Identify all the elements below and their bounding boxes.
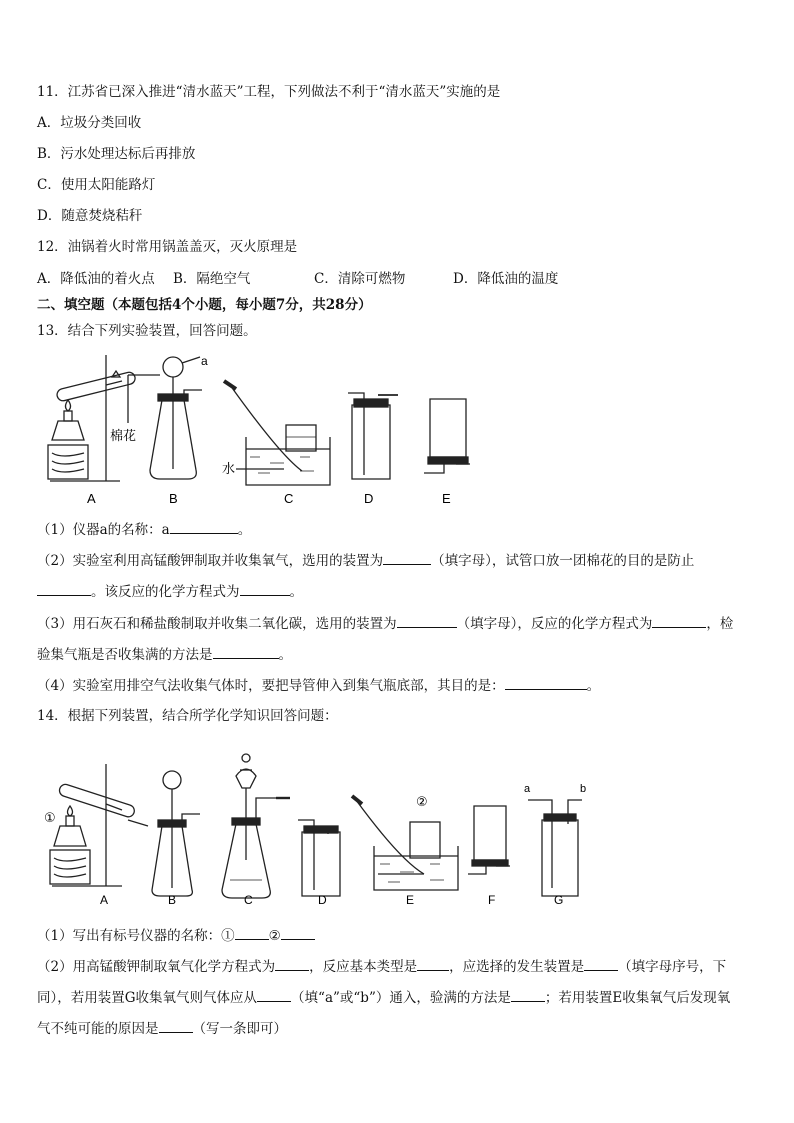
- q11-option-d: D．随意焚烧秸秆: [37, 208, 143, 224]
- q13-label-D: D: [364, 491, 374, 506]
- section-heading: 二、填空题（本题包括4个小题，每小题7分，共28分）: [37, 297, 372, 313]
- q13-p3-blank-3[interactable]: [213, 645, 279, 659]
- q13-p2-blank-3[interactable]: [240, 582, 290, 596]
- q13-label-E: E: [442, 491, 451, 506]
- q13-b-funnel: [163, 357, 183, 377]
- q14-p2-blank-3[interactable]: [584, 957, 618, 971]
- q14-part-2-line1: （2）用高锰酸钾制取氧气化学方程式为 ，反应基本类型是 ，应选择的发生装置是 （填字母序号，下: [37, 959, 727, 975]
- q13-p1-blank[interactable]: [170, 520, 238, 534]
- q11-option-a: A．垃圾分类回收: [37, 115, 142, 131]
- q13-part-4: （4）实验室用排空气法收集气体时，要把导管伸入到集气瓶底部，其目的是： 。: [37, 678, 601, 694]
- q13-p2-blank-1[interactable]: [383, 551, 431, 565]
- q14-mark-2: ②: [416, 794, 428, 809]
- q11-option-c: C．使用太阳能路灯: [37, 177, 156, 193]
- q14-apparatus-figure: [0, 740, 794, 915]
- q14-stem: 14．根据下列装置，结合所学化学知识回答问题：: [37, 708, 338, 724]
- q13-part-3-line2: 验集气瓶是否收集满的方法是 。: [37, 647, 292, 663]
- q14-part-2-line2: 同），若用装置G收集氧气则气体应从 （填“a”或“b”）通入，验满的方法是 ；若用装置E收集氧气后发现氧: [37, 990, 731, 1006]
- q13-part-3-line1: （3）用石灰石和稀盐酸制取并收集二氧化碳，选用的装置为 （填字母），反应的化学方程式为 ，检: [37, 616, 734, 632]
- q14-port-a: a: [524, 783, 531, 795]
- q13-apparatus-figure: [0, 345, 794, 510]
- q12-option-d: D．降低油的温度: [453, 271, 559, 287]
- q13-c-trough: [246, 437, 330, 485]
- q14-p2-blank-6[interactable]: [159, 1019, 193, 1033]
- q12-options: [37, 270, 558, 288]
- q14-part-1: （1）写出有标号仪器的名称：① ②: [37, 926, 315, 945]
- q14-part-2-line3: 气不纯可能的原因是 （写一条即可）: [37, 1021, 287, 1037]
- q13-part-1: （1）仪器a的名称：a 。: [37, 522, 252, 538]
- q13-label-cotton: 棉花: [110, 428, 137, 443]
- q13-e-bottle: [430, 399, 466, 457]
- q13-d-bottle: [352, 405, 390, 479]
- q13-c-delivery-tube: [230, 385, 302, 471]
- q14-p2-blank-1[interactable]: [275, 957, 309, 971]
- q12-option-a: A．降低油的着火点: [37, 271, 155, 287]
- q13-p4-blank[interactable]: [505, 676, 587, 690]
- q14-port-b: b: [580, 783, 587, 795]
- q13-p2-blank-2[interactable]: [37, 582, 91, 596]
- q13-label-B: B: [169, 491, 178, 506]
- q14-p1-blank-1[interactable]: [235, 926, 269, 940]
- q11-option-b: B．污水处理达标后再排放: [37, 146, 196, 162]
- q13-p3-blank-1[interactable]: [397, 614, 457, 628]
- q13-label-funnel-a: a: [201, 354, 208, 368]
- q13-label-A: A: [87, 491, 96, 506]
- q13-part-2-line2: 。该反应的化学方程式为 。: [37, 582, 303, 601]
- q14-label-B: B: [168, 893, 177, 907]
- q13-p3-blank-2[interactable]: [652, 614, 706, 628]
- q14-label-G: G: [554, 893, 564, 907]
- q14-mark-1: ①: [44, 810, 56, 825]
- q13-stem: 13．结合下列实验装置，回答问题。: [37, 323, 257, 339]
- q14-p2-blank-2[interactable]: [417, 957, 449, 971]
- q13-label-C: C: [284, 491, 294, 506]
- q14-label-A: A: [100, 893, 109, 907]
- q13-c-collecting-bottle: [286, 425, 316, 451]
- q14-label-D: D: [318, 893, 327, 907]
- q14-label-F: F: [488, 893, 496, 907]
- q12-option-b: B．隔绝空气: [173, 271, 251, 287]
- q13-a-test-tube: [56, 371, 137, 402]
- q13-a-alcohol-lamp: [52, 421, 84, 440]
- q12-stem: 12．油锅着火时常用锅盖盖灭，灭火原理是: [37, 239, 298, 255]
- q14-p1-blank-2[interactable]: [281, 926, 315, 940]
- q13-label-water: 水: [222, 461, 236, 476]
- q14-p2-blank-5[interactable]: [511, 988, 545, 1002]
- q13-part-2-line1: （2）实验室利用高锰酸钾制取并收集氧气，选用的装置为 （填字母），试管口放一团棉花的目的是防止: [37, 553, 695, 569]
- q12-option-c: C．清除可燃物: [314, 271, 406, 287]
- q11-stem: 11．江苏省已深入推进“清水蓝天”工程，下列做法不利于“清水蓝天”实施的是: [37, 84, 501, 100]
- q14-label-C: C: [244, 893, 253, 907]
- q14-p2-blank-4[interactable]: [257, 988, 291, 1002]
- q14-label-E: E: [406, 893, 415, 907]
